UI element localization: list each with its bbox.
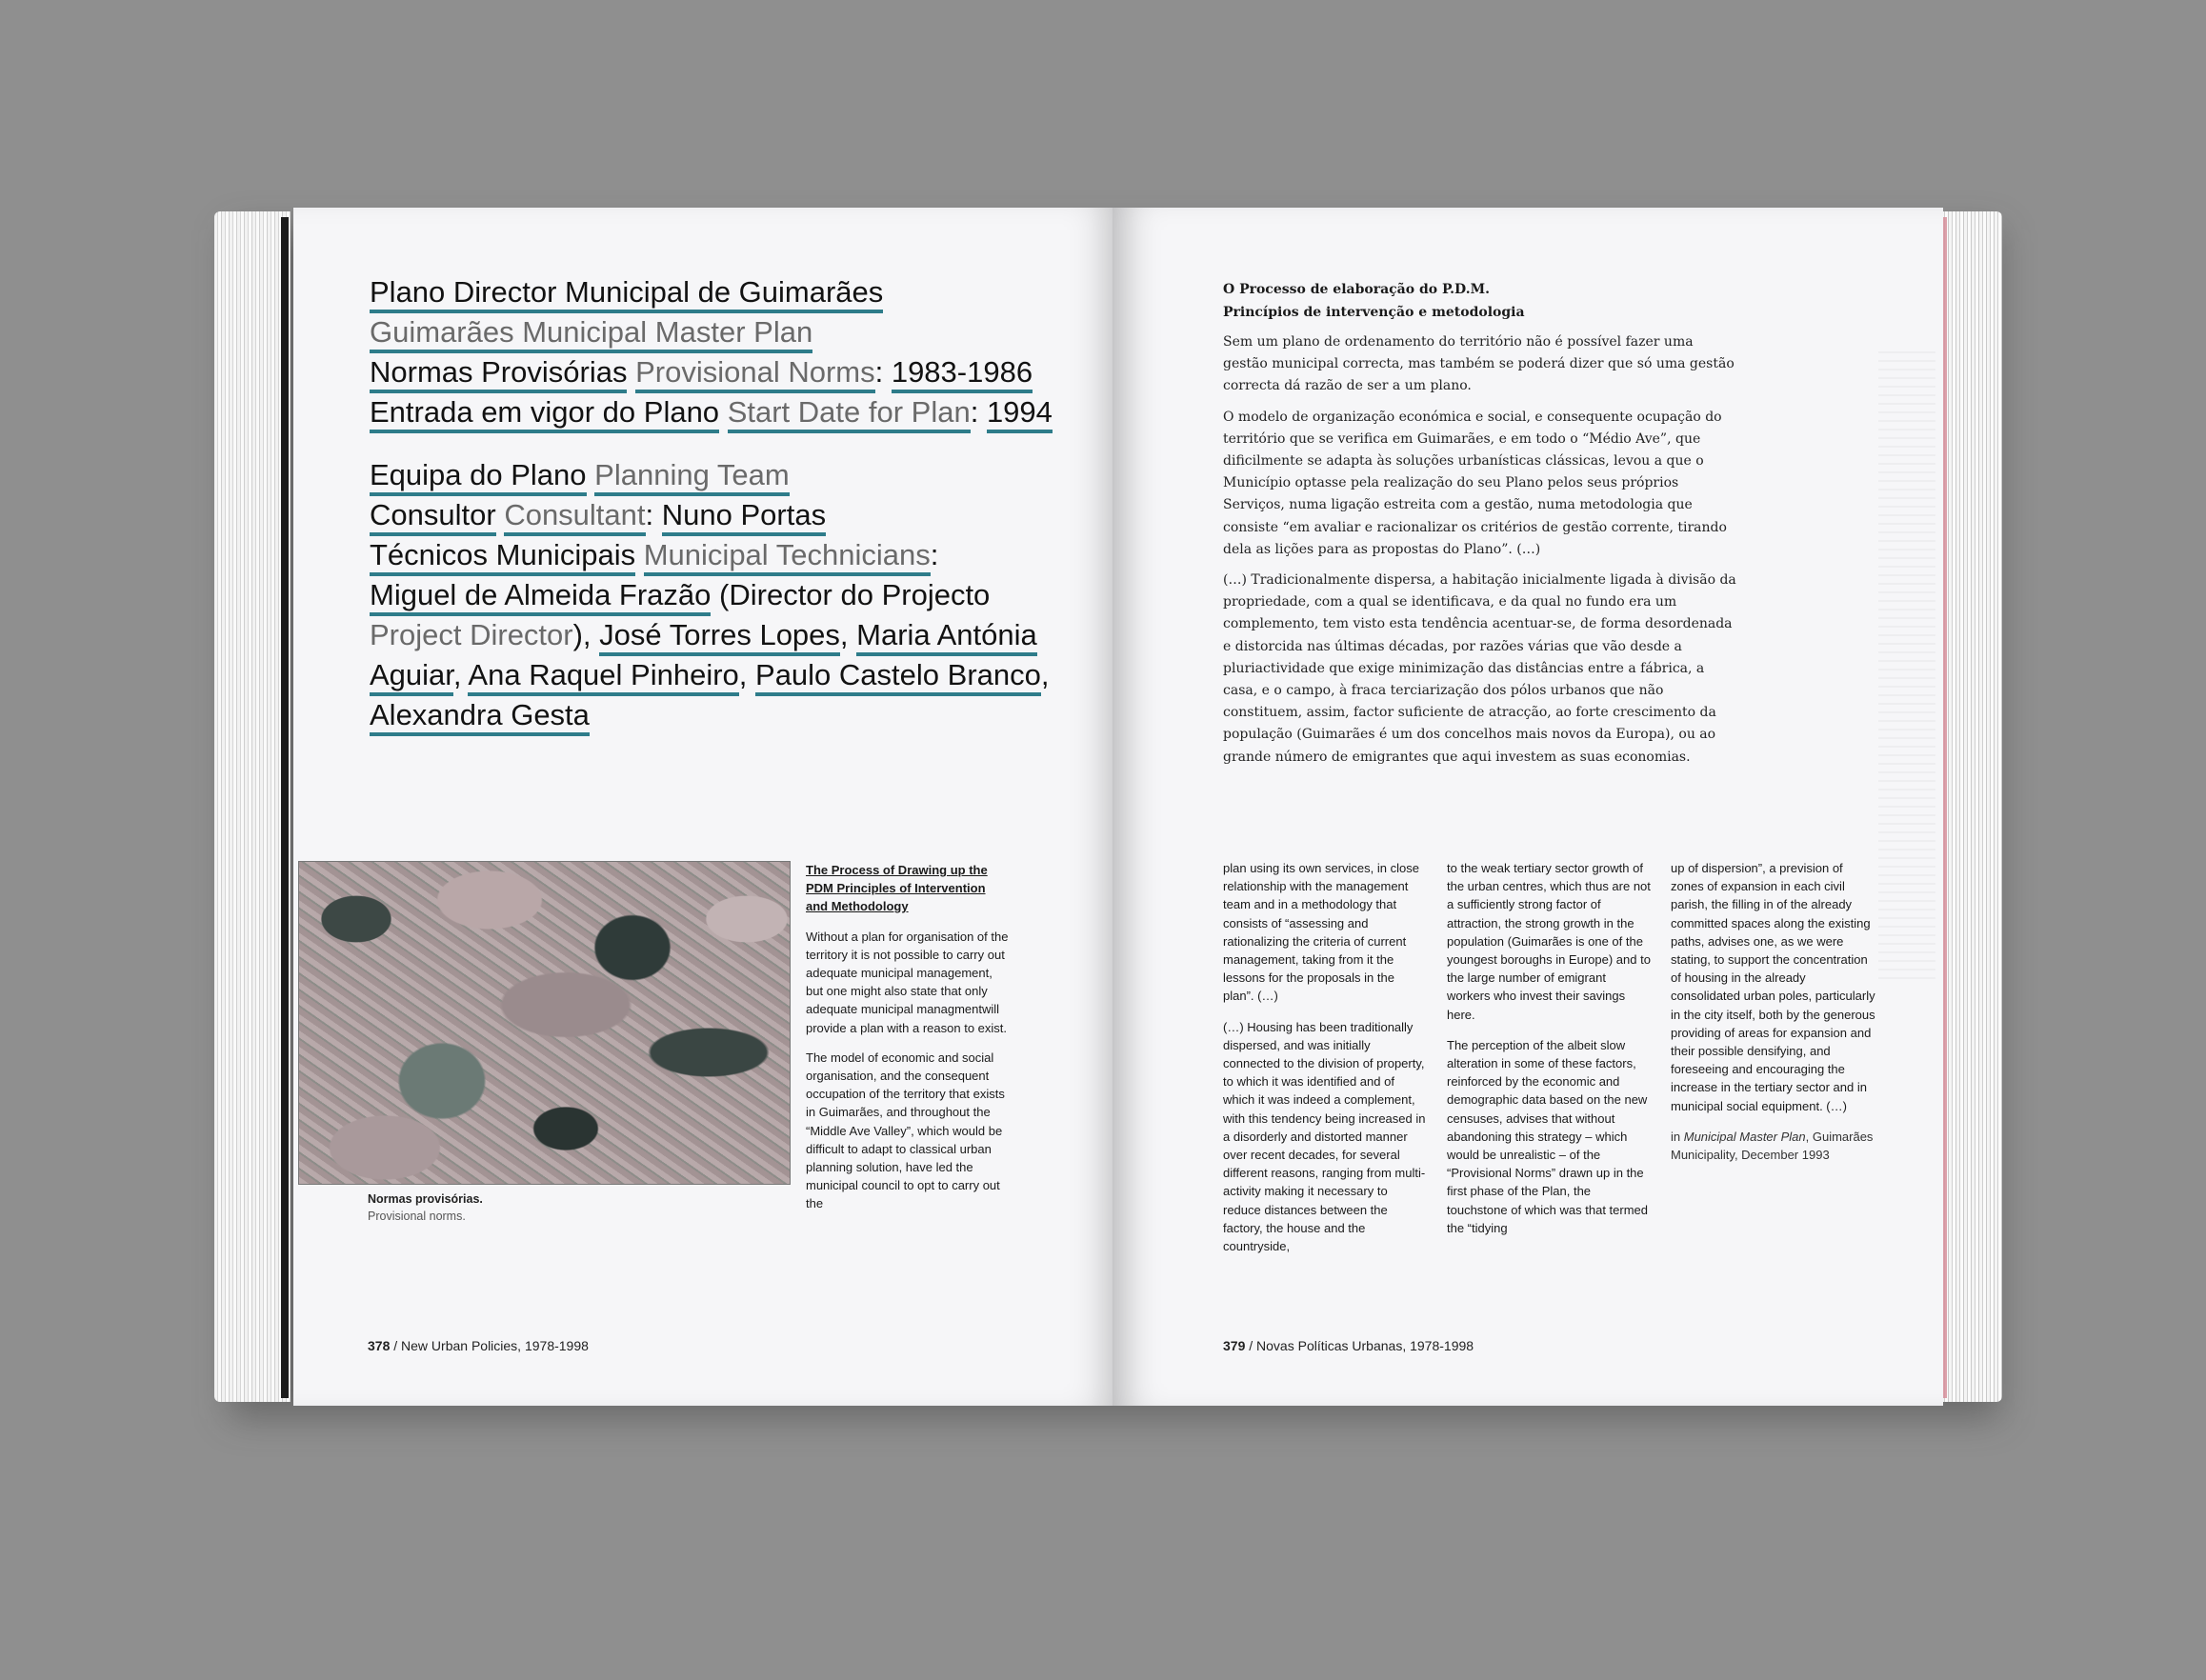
side-paragraph: Without a plan for organisation of the territory it is not possible to carry out adequate municipal management, but one might also state that only adequate municipal managmentwill provide a plan with a reason to exist. [806, 929, 1009, 1035]
portuguese-term: , [1040, 658, 1050, 691]
english-side-column [806, 861, 1011, 1225]
portuguese-term: : [874, 355, 892, 389]
heading-line [370, 272, 1093, 312]
heading-line [370, 655, 1093, 695]
running-title: / Novas Políticas Urbanas, 1978-1998 [1245, 1338, 1474, 1353]
left-page-edges [214, 211, 291, 1402]
portuguese-term: Normas Provisórias [370, 355, 627, 393]
portuguese-term [587, 458, 595, 491]
running-title: / New Urban Policies, 1978-1998 [390, 1338, 589, 1353]
heading-line [370, 312, 1093, 352]
portuguese-term: Técnicos Municipais [370, 538, 635, 576]
source-citation [1671, 1128, 1875, 1164]
right-page [1113, 208, 1943, 1406]
portuguese-term: Plano Director Municipal de Guimarães [370, 275, 883, 313]
english-term: Start Date for Plan [728, 395, 971, 433]
portuguese-term: : [645, 498, 662, 531]
caption-en: Provisional norms. [368, 1210, 466, 1223]
portuguese-term: Miguel de Almeida Frazão [370, 578, 711, 616]
portuguese-term: 1994 [987, 395, 1053, 433]
english-column-3 [1671, 859, 1875, 1176]
portuguese-term: Aguiar [370, 658, 453, 696]
portuguese-term [635, 538, 644, 571]
column-paragraph: to the weak tertiary sector growth of the urban centres, which thus are not a sufficiently strong factor of attraction, the strong growth in the population (Guimarães is one of the youngest boroughs in Europe) and to the large number of emigrant workers who invest their savings here. [1447, 861, 1651, 1022]
portuguese-body [1223, 331, 1737, 777]
body-paragraph: Sem um plano de ordenamento do território não é possível fazer uma gestão municipal correcta, mas também se poderá dizer que só uma gestão correcta dá razão de ser a um plano. [1223, 334, 1735, 394]
plan-info-lines [370, 272, 1093, 432]
heading-line [370, 535, 1093, 575]
heading-line [370, 575, 1093, 615]
portuguese-term: Alexandra Gesta [370, 698, 590, 736]
source-rest: , Guimarães Municipality, December 1993 [1671, 1129, 1874, 1163]
right-page-edges [1934, 211, 2002, 1402]
spine-strip [281, 217, 289, 1398]
heading-line [370, 455, 1093, 495]
portuguese-term: : [930, 538, 939, 571]
caption-pt: Normas provisórias. [368, 1192, 483, 1206]
portuguese-term: ), [572, 618, 600, 651]
column-paragraph: (…) Housing has been traditionally dispersed, and was initially connected to the division of property, to which it was identified and of which it was indeed a complement, with this tendency being increased in a disorderly and distorted manner over recent decades, for several different reasons, ranging from multi-activity making it necessary to reduce distances between the factory, the house and the countryside, [1223, 1019, 1426, 1254]
portuguese-term: Equipa do Plano [370, 458, 587, 496]
portuguese-term: , [839, 618, 857, 651]
english-column-1 [1223, 859, 1428, 1268]
source-title: Municipal Master Plan [1683, 1129, 1806, 1144]
portuguese-term: Entrada em vigor do Plano [370, 395, 719, 433]
portuguese-term: Maria Antónia [856, 618, 1037, 656]
portuguese-heading [1223, 278, 1525, 324]
portuguese-term: , [738, 658, 756, 691]
show-through-text [1878, 350, 1935, 979]
portuguese-term: , [452, 658, 469, 691]
left-page [293, 208, 1114, 1406]
portuguese-term [719, 395, 728, 429]
title-block [370, 272, 1093, 735]
page-number: 378 [368, 1338, 391, 1353]
side-paragraph: The model of economic and social organisation, and the consequent occupation of the territory that exists in Guimarães, and throughout the “Middle Ave Valley”, which would be difficult to adapt to classical urban planning solution, have led the municipal council to opt to carry out the [806, 1050, 1005, 1211]
column-paragraph: plan using its own services, in close relationship with the management team and in a methodology that consists of “assessing and rationalizing the criteria of current management, taking from it the lessons for the proposals in the plan”. (…) [1223, 861, 1419, 1004]
column-paragraph: up of dispersion”, a prevision of zones of expansion in each civil parish, the filling in of the already committed spaces along the existing paths, advises one, as we were stating, to support the concentration of housing in the already consolidated urban poles, particularly in the city itself, both by the generous providing of areas for expansion and their possible densifying, and foreseeing and encouraging the increase in the tertiary sector and in municipal social equipment. (…) [1671, 861, 1875, 1113]
body-paragraph: (…) Tradicionalmente dispersa, a habitação inicialmente ligada à divisão da propriedade, com a qual se identificava, e da qual no fundo era um complemento, tem visto esta tendência acentuar-se, de forma desordenada e distorcida nas últimas décadas, por razões várias que vão desde a pluriactividade que exige minimização das distâncias entre a fábrica, a casa, e o campo, à fraca terciarização dos pólos urbanos que não constituem, assim, factor suficiente de atracção, ao forte crescimento da população (Guimarães é um dos concelhos mais novos da Europa), ou ao grande número de emigrantes que aqui investem as suas economias. [1223, 572, 1736, 765]
portuguese-term: (Director do Projecto [711, 578, 991, 611]
heading-line [370, 615, 1093, 655]
map-caption [368, 1190, 483, 1225]
portuguese-term: : [970, 395, 987, 429]
left-folio [368, 1338, 589, 1353]
heading-line-1: O Processo de elaboração do P.D.M. [1223, 282, 1490, 297]
english-term: Planning Team [594, 458, 790, 496]
page-number: 379 [1223, 1338, 1246, 1353]
map-image [298, 861, 791, 1185]
portuguese-term: Consultor [370, 498, 496, 536]
portuguese-term: Ana Raquel Pinheiro [468, 658, 738, 696]
portuguese-term: 1983-1986 [892, 355, 1033, 393]
side-heading: The Process of Drawing up the PDM Principles of Intervention and Methodology [806, 863, 988, 914]
heading-line [370, 495, 1093, 535]
team-lines [370, 455, 1093, 735]
heading-line-2: Princípios de intervenção e metodologia [1223, 305, 1525, 320]
portuguese-term: José Torres Lopes [599, 618, 840, 656]
english-column-2 [1447, 859, 1652, 1250]
right-folio [1223, 1338, 1474, 1353]
heading-line [370, 392, 1093, 432]
portuguese-term: Paulo Castelo Branco [755, 658, 1041, 696]
column-paragraph: The perception of the albeit slow alteration in some of these factors, reinforced by the economic and demographic data based on the new censuses, advises that without abandoning this strategy – which would be unrealistic – of the “Provisional Norms” drawn up in the first phase of the Plan, the touchstone of which was that termed the “tidying [1447, 1037, 1649, 1235]
body-paragraph: O modelo de organização económica e social, e consequente ocupação do território que se verifica em Guimarães, e em todo o “Médio Ave”, que dificilmente se adapta às soluções urbanísticas clássicas, levou a que o Município optasse pela realização do seu Plano pelos seus próprios Serviços, numa ligação estreita com a gestão, numa metodologia que consiste “em avaliar e racionalizar os critérios de gestão corrente, tirando dela as lições para as propostas do Plano”. (…) [1223, 409, 1727, 557]
english-term: Project Director [370, 618, 573, 651]
heading-line [370, 352, 1093, 392]
english-term: Municipal Technicians [644, 538, 931, 576]
source-prefix: in [1671, 1129, 1684, 1144]
portuguese-term [627, 355, 635, 389]
english-term: Consultant [504, 498, 645, 536]
portuguese-term: Nuno Portas [662, 498, 826, 536]
heading-line [370, 695, 1093, 735]
english-term: Provisional Norms [635, 355, 875, 393]
english-term: Guimarães Municipal Master Plan [370, 315, 812, 353]
